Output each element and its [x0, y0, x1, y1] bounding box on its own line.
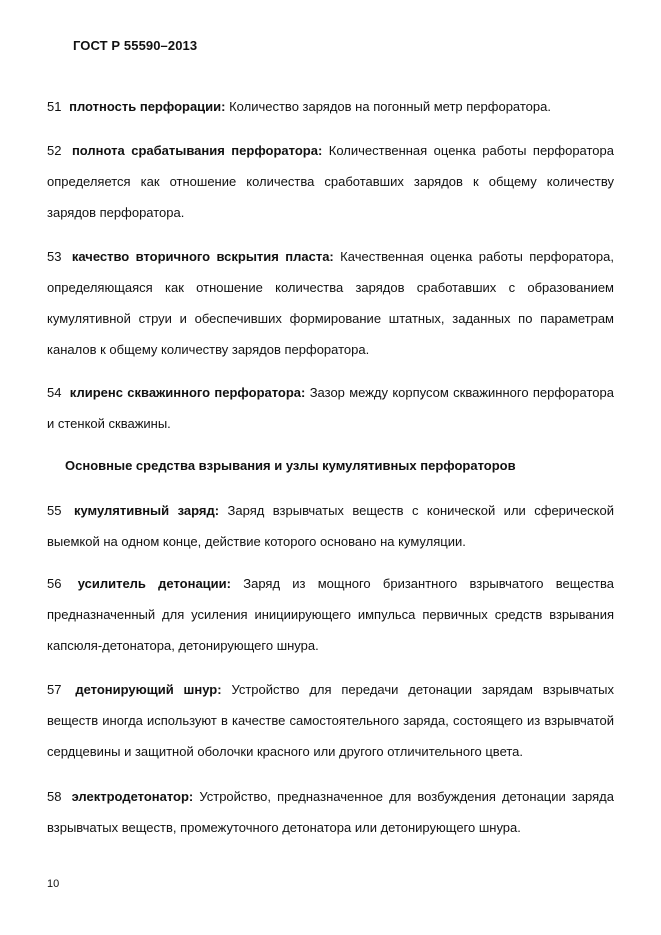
term-name: детонирующий шнур: — [75, 682, 222, 697]
term-definition: Устройство для передачи детонации зарядам взрывчатых веществ иногда используют в качестве самостоятельного заряда, состоящего из взрывчатой сердцевины и защитной оболочки красного или другого отличительного цвета. — [47, 682, 614, 759]
term-entry-58 — [47, 781, 614, 843]
section-title: Основные средства взрывания и узлы кумулятивных перфораторов — [65, 458, 516, 473]
term-definition: Количество зарядов на погонный метр перфоратора. — [229, 99, 551, 114]
term-definition: Качественная оценка работы перфоратора, определяющаяся как отношение количества зарядов сработавших с образованием кумулятивной струи и обеспечивших формирование штатных, заданных по параметрам каналов к общему количеству зарядов перфоратора. — [47, 249, 614, 357]
term-name: усилитель детонации: — [77, 576, 231, 591]
term-definition: Устройство, предназначенное для возбуждения детонации заряда взрывчатых веществ, промежуточного детонатора или детонирующего шнура. — [47, 789, 614, 835]
term-number: 56 — [47, 576, 62, 591]
term-definition: Заряд взрывчатых веществ с конической или сферической выемкой на одном конце, действие которого основано на кумуляции. — [47, 503, 614, 549]
document-header: ГОСТ Р 55590–2013 — [73, 38, 198, 53]
term-entry-56 — [47, 568, 614, 661]
term-name: качество вторичного вскрытия пласта: — [71, 249, 334, 264]
term-number: 57 — [47, 682, 62, 697]
term-entry-53 — [47, 241, 614, 365]
term-number: 53 — [47, 249, 62, 264]
term-entry-55 — [47, 495, 614, 557]
term-name: кумулятивный заряд: — [73, 503, 220, 518]
term-number: 58 — [47, 789, 62, 804]
page-number: 10 — [47, 878, 60, 890]
term-name: полнота срабатывания перфоратора: — [71, 143, 323, 158]
term-number: 54 — [47, 385, 62, 400]
term-entry-57 — [47, 674, 614, 767]
term-definition: Заряд из мощного бризантного взрывчатого вещества предназначенный для усиления инициирующего импульса первичных средств взрывания капсюля-детонатора, детонирующего шнура. — [47, 576, 614, 653]
term-number: 52 — [47, 143, 62, 158]
term-entry-54 — [47, 377, 614, 439]
term-name: плотность перфорации: — [69, 99, 226, 114]
term-number: 51 — [47, 99, 62, 114]
term-entry-51 — [47, 91, 614, 122]
term-definition: Количественная оценка работы перфоратора определяется как отношение количества сработавших зарядов к общему количеству зарядов перфоратора. — [47, 143, 614, 220]
term-number: 55 — [47, 503, 62, 518]
term-name: электродетонатор: — [71, 789, 194, 804]
term-name: клиренс скважинного перфоратора: — [69, 385, 306, 400]
term-entry-52 — [47, 135, 614, 228]
term-definition: Зазор между корпусом скважинного перфоратора и стенкой скважины. — [47, 385, 614, 431]
